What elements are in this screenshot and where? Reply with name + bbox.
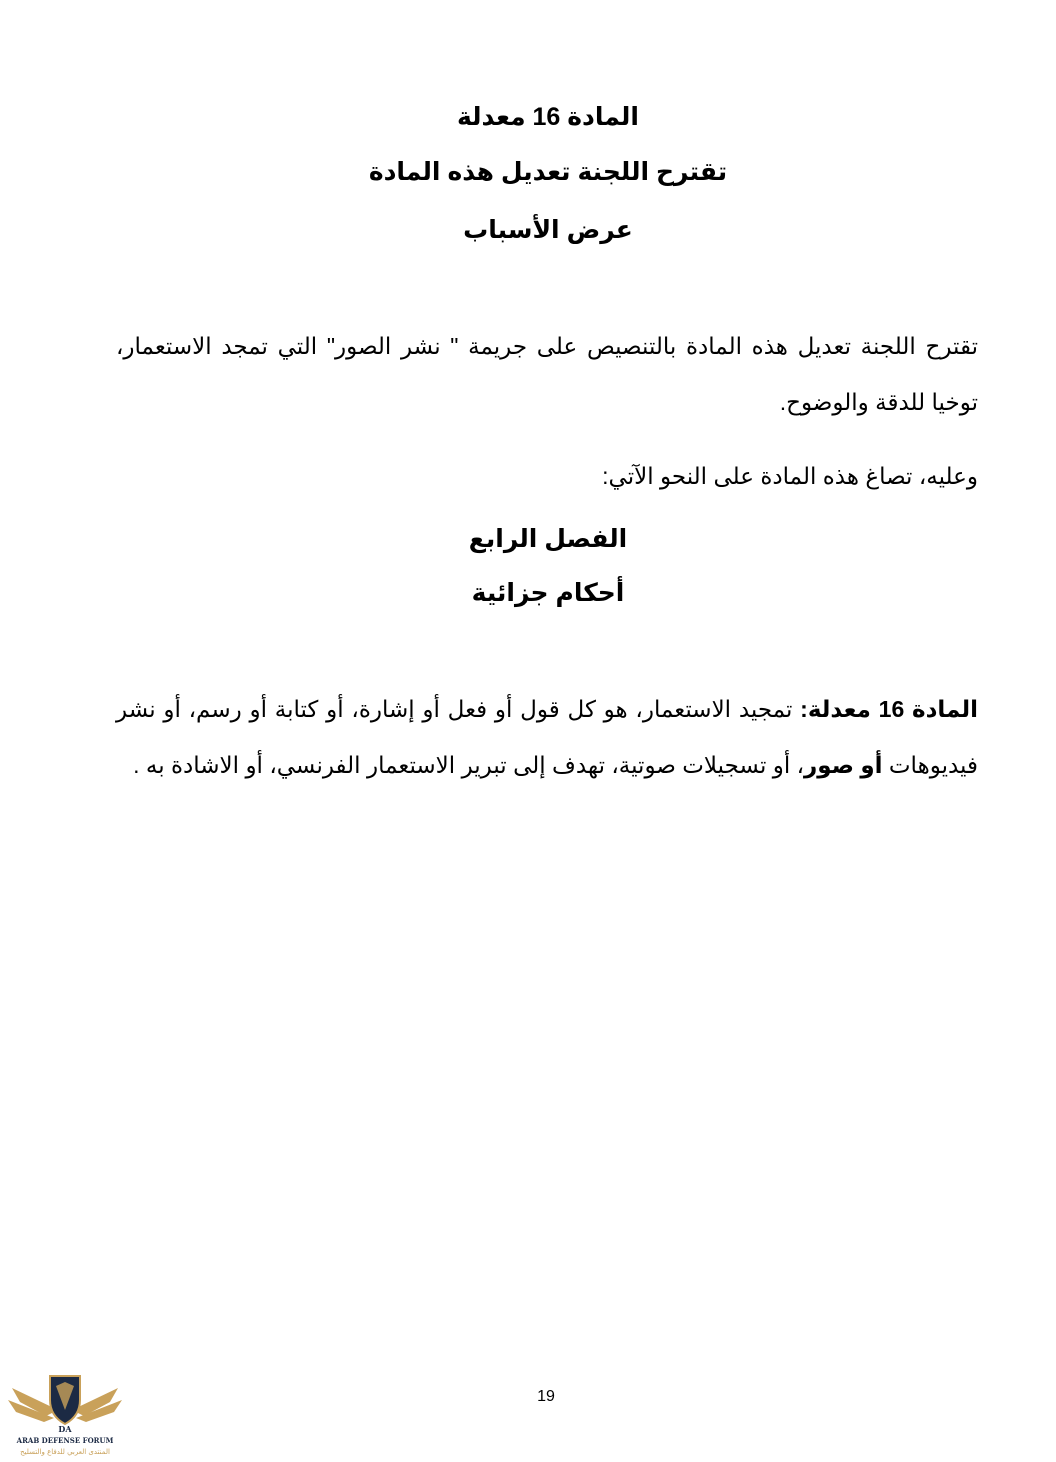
reasons-heading: عرض الأسباب <box>463 216 633 244</box>
article-text-part-2: ، أو تسجيلات صوتية، تهدف إلى تبرير الاستعمار الفرنسي، أو الاشادة به . <box>133 752 805 778</box>
article-bold-phrase: أو صور <box>804 752 883 778</box>
logo-text-en: ARAB DEFENSE FORUM <box>16 1436 114 1445</box>
chapter-subtitle: أحكام جزائية <box>471 579 625 607</box>
logo-initials: DA <box>58 1424 72 1434</box>
intro-paragraph: وعليه، تصاغ هذه المادة على النحو الآتي: <box>602 463 978 489</box>
reasons-paragraph: تقترح اللجنة تعديل هذه المادة بالتنصيص على جريمة " نشر الصور" التي تمجد الاستعمار، توخيا للدقة والوضوح. <box>116 333 978 415</box>
page-number: 19 <box>537 1388 555 1405</box>
article-text-part-1: تمجيد الاستعمار، هو كل قول أو فعل أو إشارة، أو كتابة أو رسم، أو نشر فيديوهات <box>116 696 978 778</box>
article-label: المادة 16 معدلة: <box>800 696 978 722</box>
logo-text-ar: المنتدى العربي للدفاع والتسليح <box>20 1448 110 1456</box>
article-title: المادة 16 معدلة <box>457 103 639 131</box>
chapter-title: الفصل الرابع <box>468 525 628 553</box>
arab-defense-forum-logo <box>6 1366 124 1458</box>
article-paragraph <box>116 681 978 793</box>
committee-proposal-heading: تقترح اللجنة تعديل هذه المادة <box>368 158 728 186</box>
